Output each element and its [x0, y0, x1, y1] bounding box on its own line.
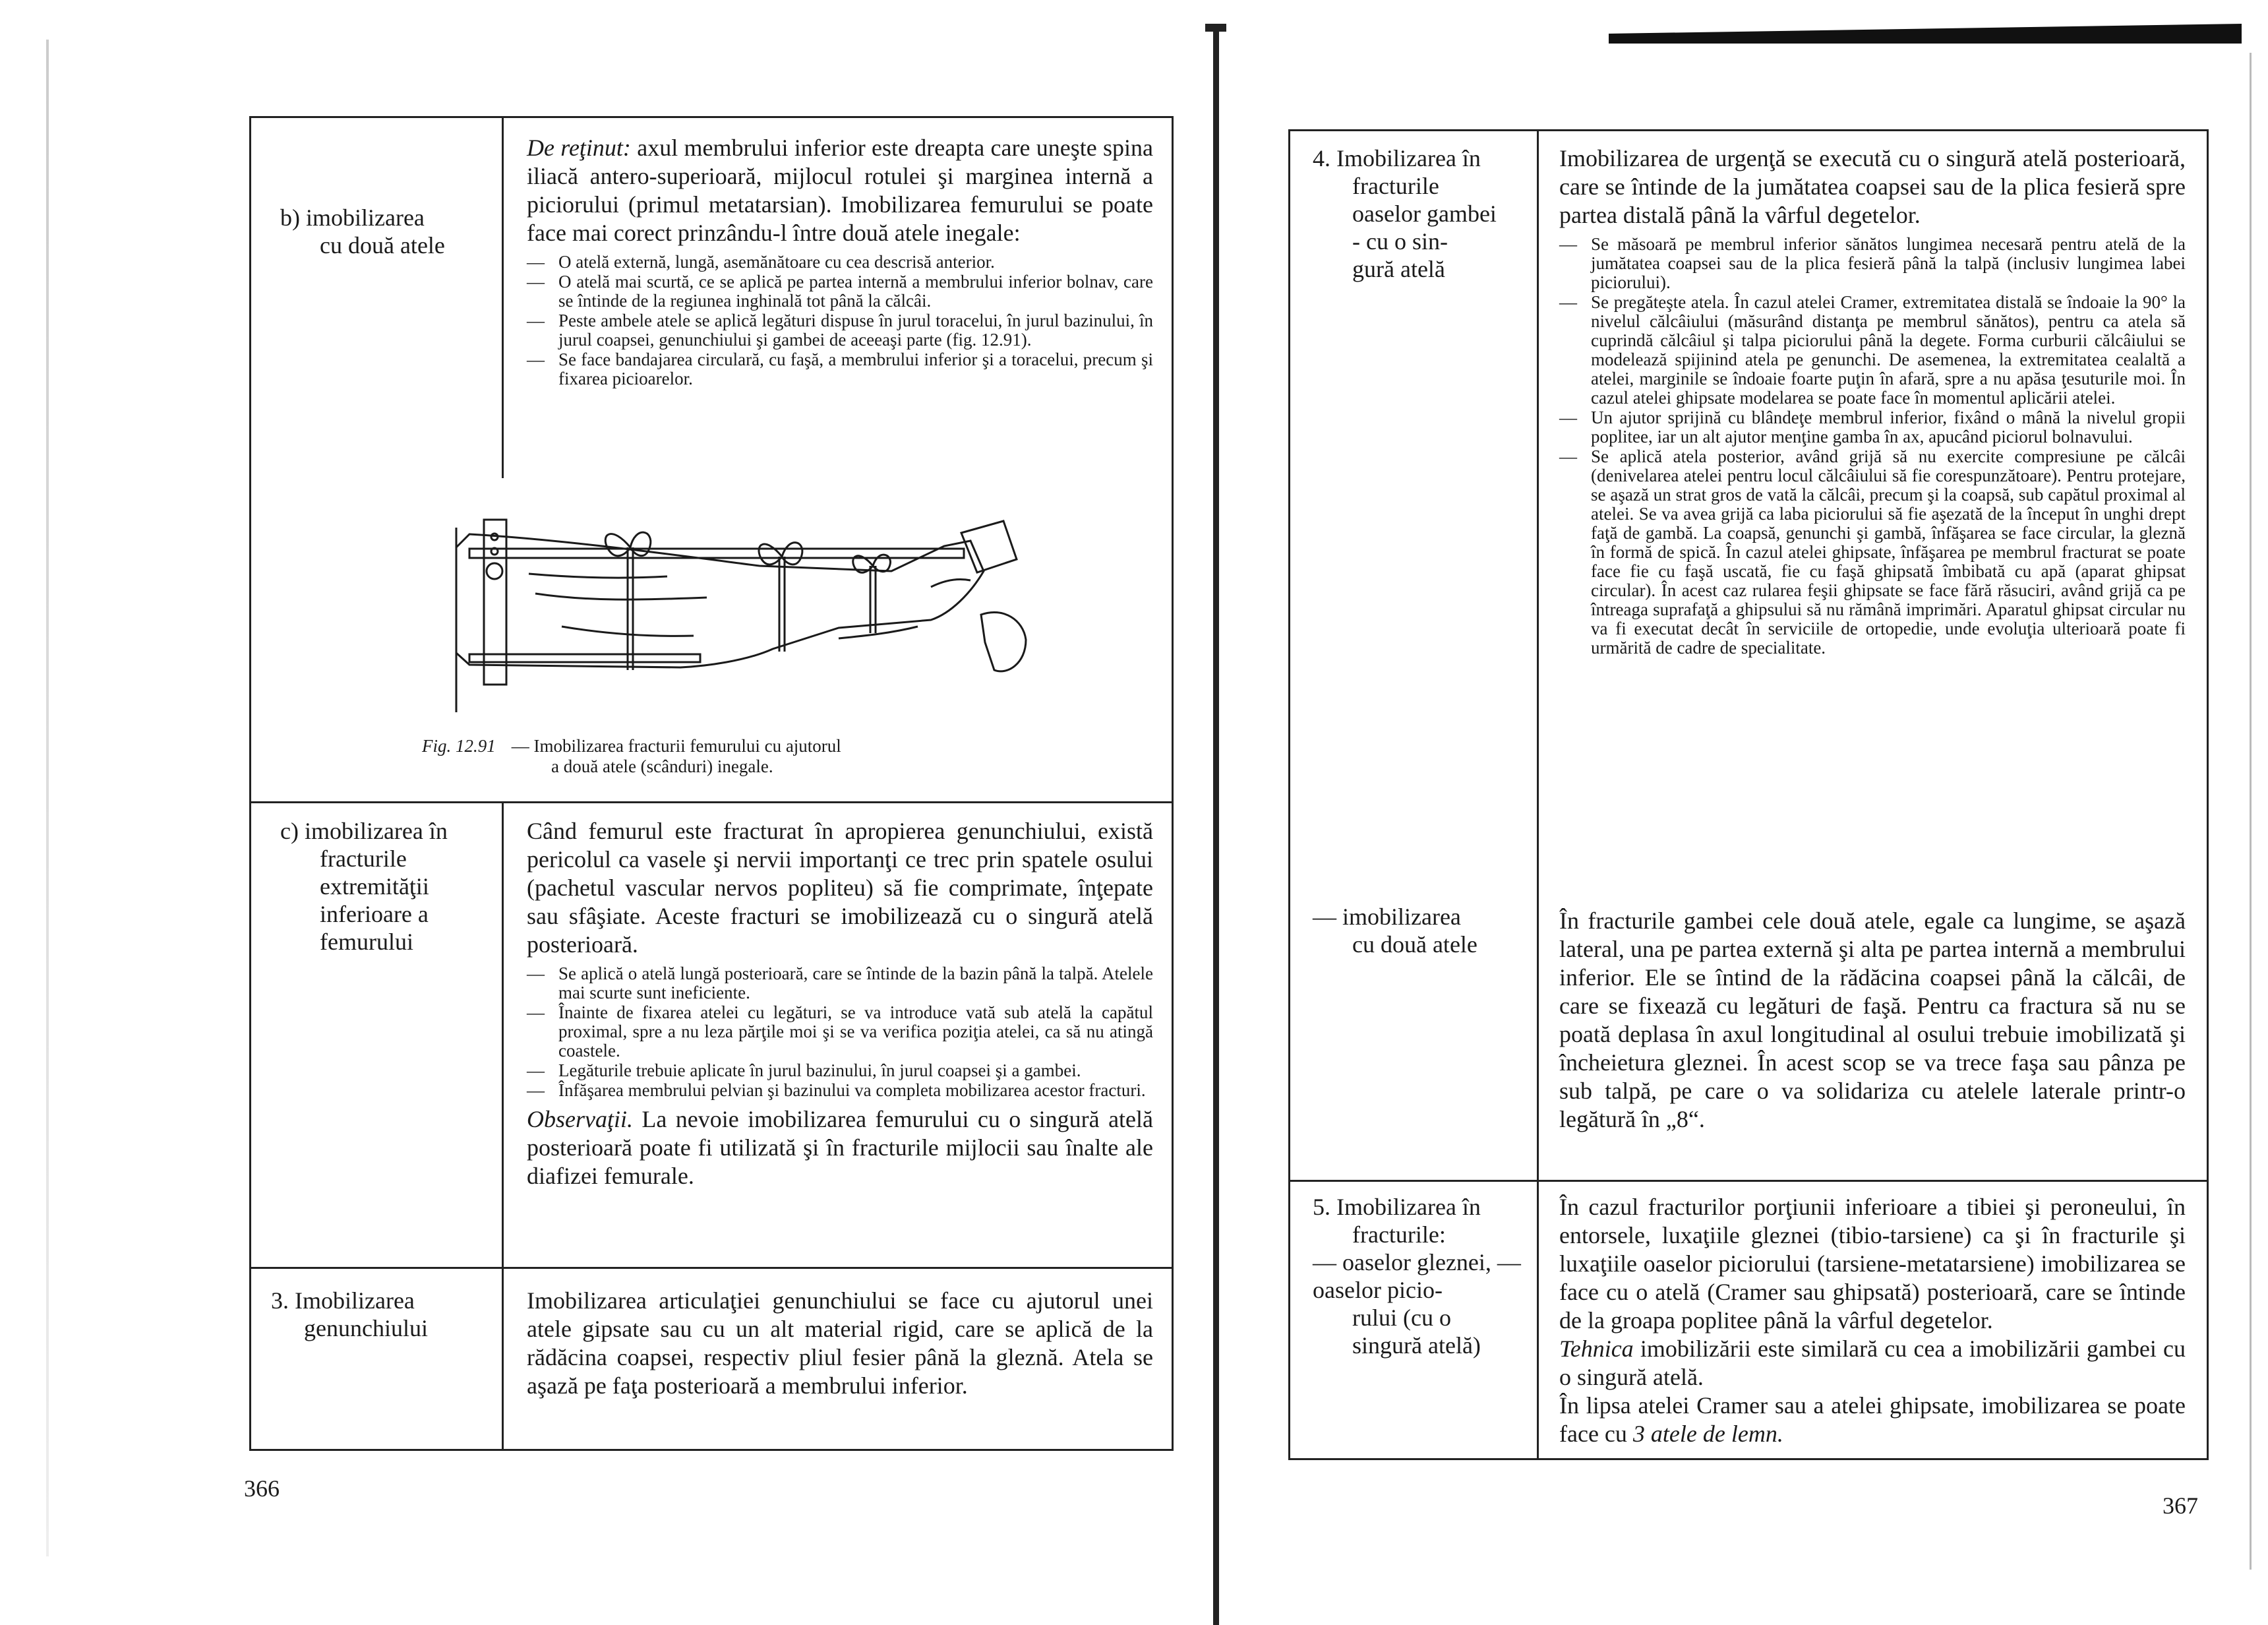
row-3-paragraph: Imobilizarea articulaţiei genunchiului se face cu ajutorul unei atele gipsate sau cu un alt material rigid, care se aplică de la rădăcina coapsei, respectiv pliul fesier până la gleznă. Atela se aşază pe faţa posterioară a membrului inferior. [527, 1287, 1153, 1399]
row-c-label-line: femurului [320, 929, 413, 955]
row-5-paragraph: În cazul fracturilor porţiunii inferioare a tibiei şi peroneului, în entorsele, luxaţiile gleznei (tibio-tarsiene) ca şi în fracturile şi luxaţiile oaselor piciorului (tarsiene-metatarsiene) imobilizarea se face cu o atelă (Cramer sau ghipsată) posterioară, care se întinde de la groapa poplitee până la vârful degetelor. [1559, 1194, 2186, 1334]
list-item: — Se aplică atela posterior, având grijă să nu exercite compresiune pe călcâi (denivelarea atelei pentru locul călcâiului să fie corespunzătoare). Pentru protejare, se aşază un strat gros de vată la călcâi, precum şi la coapsă, sub capătul proximal al atelei. Se va avea grijă ca laba piciorului să fie aşezată de la început în unghi drept faţă de gambă. La coapsă, genunchi şi gambă, înfăşarea se face circular, la gleznă în formă de spică. În cazul atelei ghipsate, înfăşarea pe membrul fracturat se poate face fie cu faşă uscată, fie cu faşă ghipsată îmbibată cu apă (aparat ghipsat circular). În acest caz rularea feşii ghipsate se face fără răsuciri, având grijă ca pe întreaga suprafaţă a ghipsului să nu rămână imprimări. Aparatul ghipsat circular nu va fi executat decât în serviciile de ortopedie, unde evoluţia ulterioară poate fi urmărită de cadre de specialitate. [1559, 447, 2186, 658]
list-item: — Se măsoară pe membrul inferior sănătos lungimea necesară pentru atelă de la jumătatea coapsei sau de la plica fesieră până la talpă (inclusiv lungimea labei piciorului). [1559, 235, 2186, 292]
figure-leg-splint-illustration [430, 508, 1060, 725]
row-c-label-line: c) imobilizarea în [280, 818, 448, 844]
row-b-bullets [527, 253, 1153, 388]
row-5-tech-lead: Tehnica [1559, 1335, 1634, 1362]
row-4b-label-line: — imobilizarea [1313, 904, 1461, 930]
row-b-label-line: cu două atele [320, 232, 445, 259]
row-5-content [1559, 1193, 2186, 1448]
page-number-right: 367 [2163, 1492, 2198, 1519]
row-c-label [280, 817, 498, 956]
row-5-last-em: 3 atele de lemn. [1632, 1421, 1783, 1447]
right-page-table [1288, 129, 2209, 1460]
row-5-tech-text: imobilizării este similară cu cea a imobilizării gambei cu o singură atelă. [1559, 1335, 2186, 1390]
right-table-divider [1537, 131, 1539, 1458]
figure-caption [422, 736, 1015, 777]
row-5-label-line: singură atelă) [1352, 1332, 1481, 1359]
list-item: — Se aplică o atelă lungă posterioară, care se întinde de la bazin până la talpă. Atelele mai scurte sunt ineficiente. [527, 964, 1153, 1002]
row-4-label-line: oaselor gambei [1352, 200, 1497, 227]
row-3-label [271, 1287, 495, 1342]
page-edge-left [46, 40, 49, 1556]
row-5-technique [1559, 1335, 2186, 1392]
row-c-obs-text: La nevoie imobilizarea femurului cu o singură atelă posterioară poate fi utilizată şi în fracturile mijlocii sau înalte ale diafizei femurale. [527, 1106, 1154, 1189]
row-4b-label-line: cu două atele [1352, 931, 1477, 958]
row-c-paragraph: Când femurul este fracturat în apropierea genunchiului, există pericolul ca vasele şi nervii importanţi ce trec prin spatele osului (pachetul vascular nervos popliteu) să fie comprimate, înţepate sau sfâşiate. Aceste fracturi se imobilizează cu o singură atelă posterioară. [527, 818, 1153, 958]
left-table-divider-bottom [502, 801, 504, 1449]
row-b-paragraph [527, 134, 1153, 247]
row-4-label [1313, 144, 1534, 283]
row-5-label-line: — oaselor gleznei, [1313, 1249, 1491, 1275]
list-item: — Se face bandajarea circulară, cu faşă, a membrului inferior şi a toracelui, precum şi fixarea picioarelor. [527, 350, 1153, 388]
row-4-bullets [1559, 235, 2186, 658]
row-4b-paragraph: În fracturile gambei cele două atele, egale ca lungime, se aşază lateral, una pe partea externă şi alta pe partea internă a membrului inferior. Ele se întind de la rădăcina coapsei până la călcâi, de care se fixează cu legături de faşă. Pentru ca fractura să nu se poată deplasa în axul longitudinal al osului trebuie imobilizată şi încheietura gleznei. În acest scop se va trece faşa sau pânza pe sub talpă, pe care o va solidariza cu atelele laterale printr-o legătură în „8“. [1559, 907, 2186, 1132]
row-c-observations [527, 1105, 1153, 1190]
row-c-obs-lead: Observaţii. [527, 1106, 633, 1132]
row-c-label-line: extremităţii [320, 873, 429, 900]
row-5-label-line: 5. Imobilizarea în [1313, 1194, 1481, 1220]
row-c-bullets [527, 964, 1153, 1100]
figure-caption-line: — Imobilizarea fracturii femurului cu ajutorul [511, 736, 841, 756]
row-b-lead: De reţinut: [527, 135, 631, 161]
row-c-content [527, 817, 1153, 1190]
list-item: — O atelă mai scurtă, ce se aplică pe partea internă a membrului inferior bolnav, care se întinde de la regiunea inghinală tot până la călcâi. [527, 272, 1153, 311]
row-4-label-line: fracturile [1352, 173, 1439, 199]
row-c-label-line: inferioare a [320, 901, 429, 927]
row-b-label-line: b) imobilizarea [280, 204, 425, 231]
row-c-label-line: fracturile [320, 845, 407, 872]
row-3-content [527, 1287, 1153, 1400]
row-4-paragraph: Imobilizarea de urgenţă se execută cu o singură atelă posterioară, care se întinde de la jumătatea coapsei sau de la plica fesieră spre partea distală până la vârful degetelor. [1559, 145, 2186, 228]
row-4-label-line: - cu o sin- [1352, 228, 1448, 255]
row-5-border [1290, 1180, 2207, 1182]
row-4-label-line: 4. Imobilizarea în [1313, 145, 1481, 171]
list-item: — Se pregăteşte atela. În cazul atelei Cramer, extremitatea distală se îndoaie la 90° la nivelul călcâiului (măsurând distanţa pe membrul sănătos), pentru ca atela să cuprindă călcâiul şi talpa piciorului până la degete. Forma curburii călcâiului se modelează spijinind atela pe genunchi. De asemenea, la extremitatea cealaltă a atelei, marginile se îndoaie foarte puţin în afară, spre a nu apăsa ţesuturile moi. În cazul atelei ghipsate modelarea se poate face în momentul aplicării atelei. [1559, 293, 2186, 408]
scan-shadow-top-right [1609, 24, 2242, 44]
row-c-border [251, 801, 1172, 803]
row-4-content [1559, 144, 2186, 658]
row-5-label-line: — oaselor picio- [1313, 1249, 1521, 1303]
row-b-text: axul membrului inferior este dreapta care uneşte spina iliacă antero-superioară, mijlocul rotulei şi marginea internă a piciorului (primul metatarsian). Imobilizarea femurului se poate face mai corect prinzându-l între două atele inegale: [527, 135, 1154, 246]
row-b-label [280, 204, 498, 259]
row-5-label-line: fracturile: [1352, 1221, 1446, 1248]
list-item: — Legăturile trebuie aplicate în jurul bazinului, în jurul coapsei şi a gambei. [527, 1061, 1153, 1080]
figure-number: Fig. 12.91 [422, 736, 496, 756]
row-5-last [1559, 1392, 2186, 1448]
row-5-label-line: rului (cu o [1352, 1304, 1451, 1331]
page-number-left: 366 [244, 1475, 280, 1502]
left-table-divider-top [502, 118, 504, 478]
row-4b-content [1559, 907, 2186, 1134]
figure-caption-line: a două atele (scânduri) inegale. [551, 756, 773, 776]
list-item: — Un ajutor sprijină cu blândeţe membrul inferior, fixând o mână la nivelul gropii poplitee, iar un alt ajutor menţine gamba în ax, apucând piciorul bolnavului. [1559, 408, 2186, 446]
list-item: — O atelă externă, lungă, asemănătoare cu cea descrisă anterior. [527, 253, 1153, 272]
row-5-label [1313, 1193, 1534, 1359]
book-spine [1213, 26, 1219, 1625]
left-page-table [249, 116, 1174, 1451]
row-3-label-line: 3. Imobilizarea [271, 1287, 415, 1314]
list-item: — Peste ambele atele se aplică legături dispuse în jurul toracelui, în jurul bazinului, în jurul coapsei, genunchiului şi gambei de aceeaşi parte (fig. 12.91). [527, 311, 1153, 350]
list-item: — Înfăşarea membrului pelvian şi bazinului va completa mobilizarea acestor fracturi. [527, 1081, 1153, 1100]
list-item: — Înainte de fixarea atelei cu legături, se va introduce vată sub atelă la capătul proximal, spre a nu leza părţile moi şi se va verifica poziţia atelei, ca să nu atingă coastele. [527, 1003, 1153, 1060]
row-3-label-line: genunchiului [304, 1315, 428, 1341]
row-b-content [527, 134, 1153, 389]
row-4b-label [1313, 903, 1534, 958]
page-edge-right [2250, 53, 2252, 1570]
row-3-border [251, 1267, 1172, 1269]
row-5-last-text: În lipsa atelei Cramer sau a atelei ghipsate, imobilizarea se poate face cu [1559, 1392, 2186, 1447]
row-4-label-line: gură atelă [1352, 256, 1445, 282]
